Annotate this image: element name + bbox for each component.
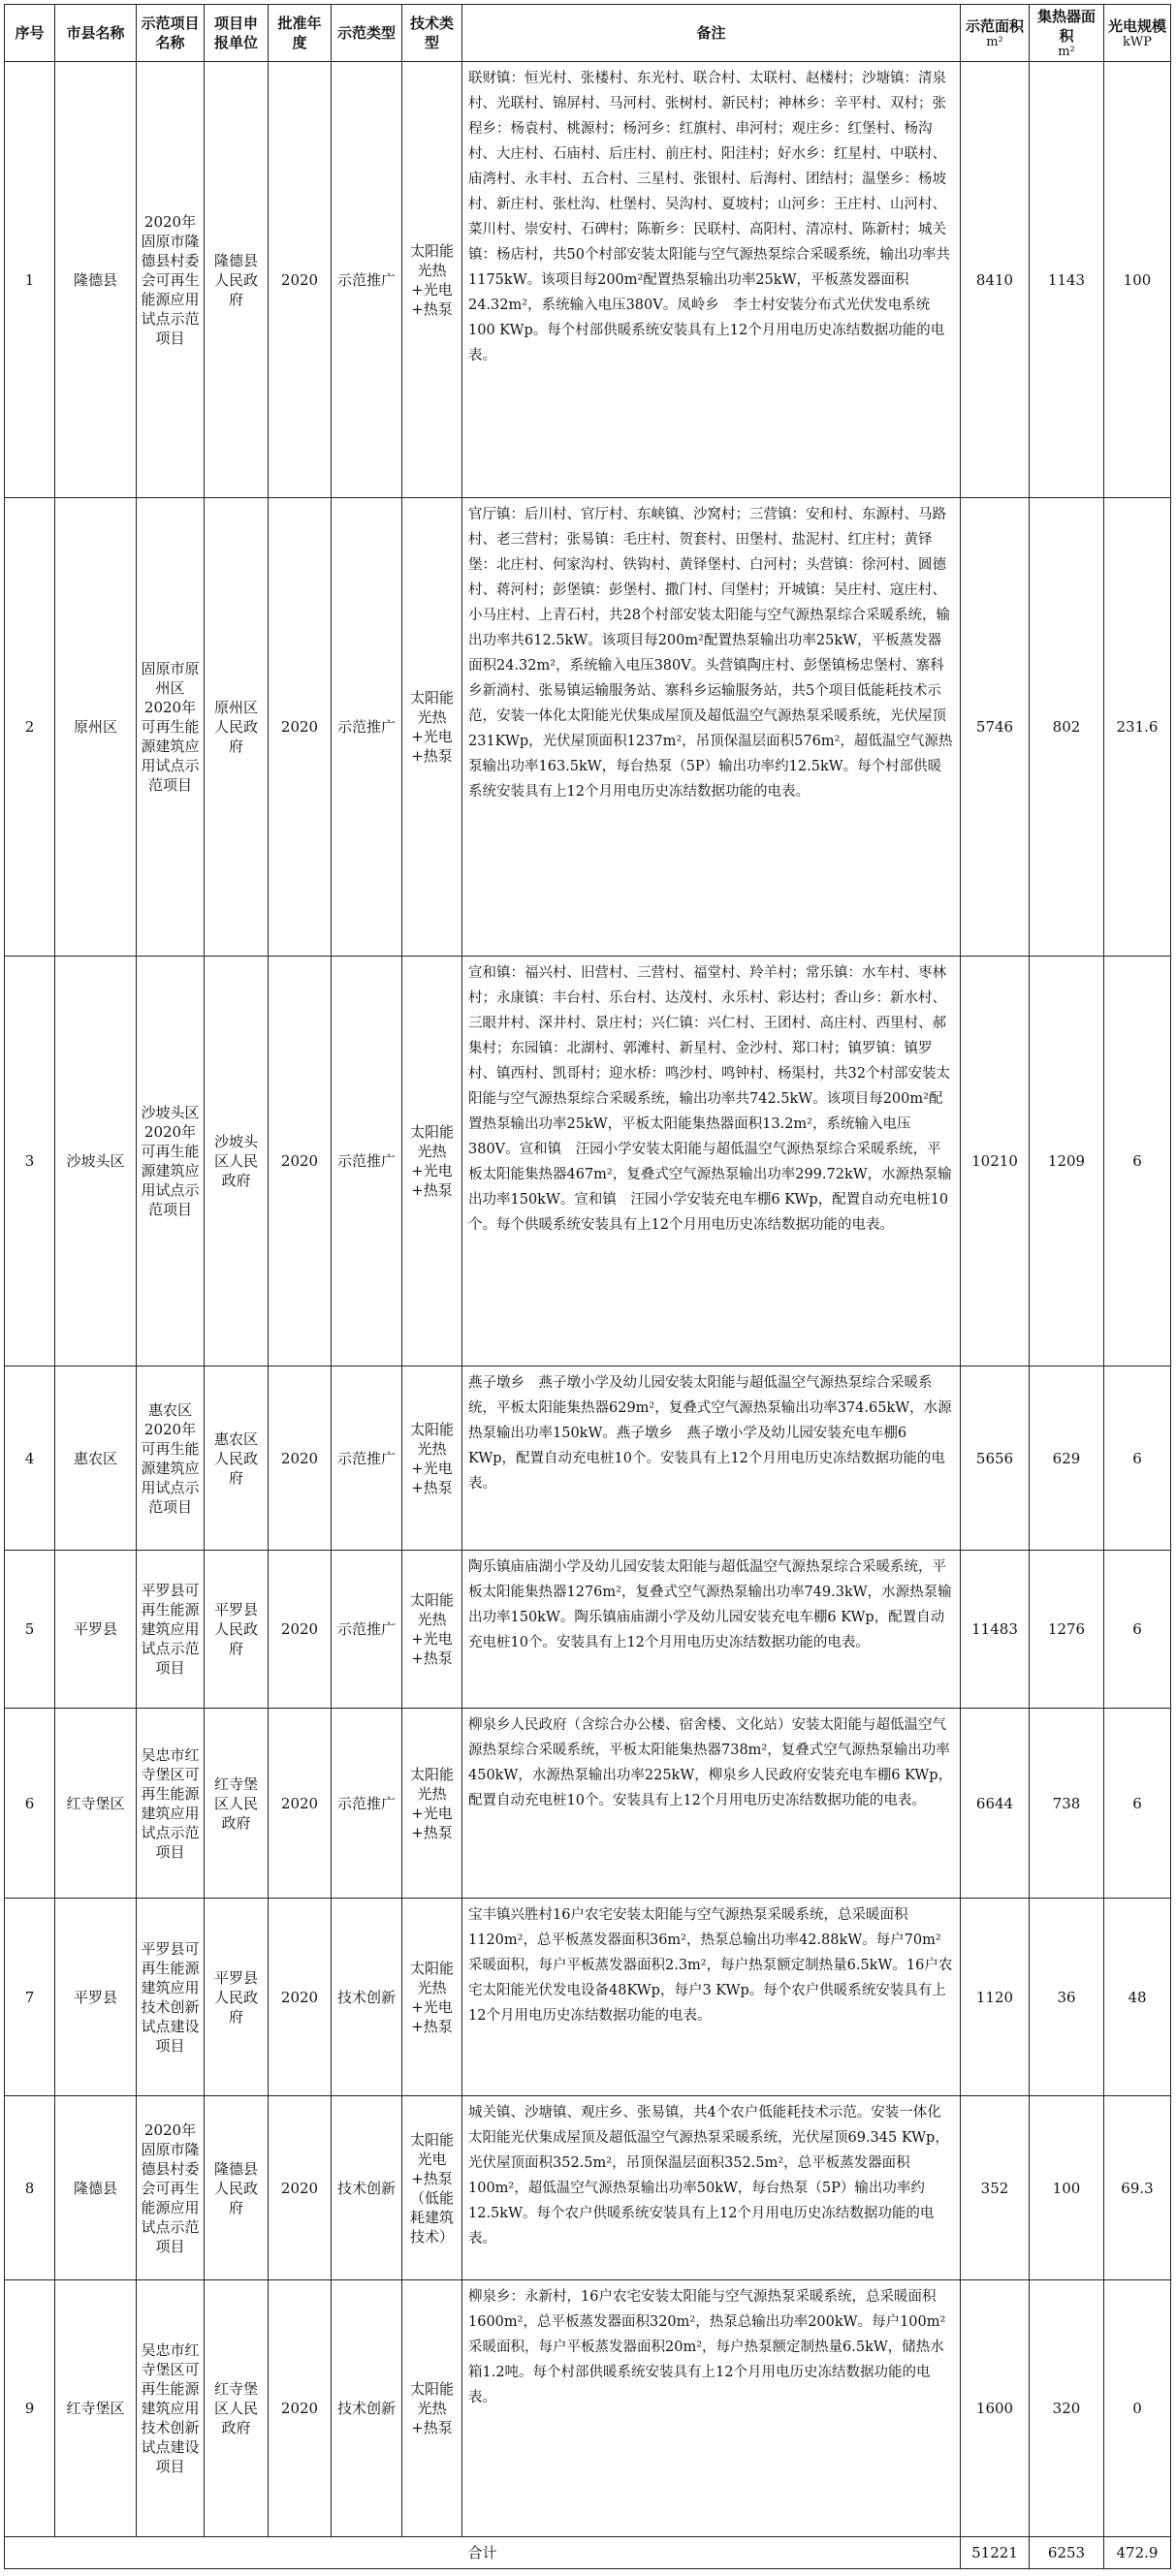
cell-tech: 太阳能光热+光电+热泵 (402, 62, 462, 498)
cell-remark: 燕子墩乡 燕子墩小学及幼儿园安装太阳能与超低温空气源热泵综合采暖系统，平板太阳能集热器629m²，复叠式空气源热泵输出功率374.65kW，水源热泵输出功率150kW。燕子墩乡 燕子墩小学及幼儿园安装充电车棚6 KWp，配置自动充电桩10个。安装具有上12个月用电历史冻结数据功能的电表。 (462, 1367, 961, 1551)
cell-tech: 太阳能光热+光电+热泵 (402, 1899, 462, 2096)
cell-pv: 69.3 (1104, 2096, 1171, 2280)
total-label: 合计 (5, 2537, 961, 2569)
cell-unit: 隆德县人民政府 (205, 62, 269, 498)
header-remark: 备注 (462, 5, 961, 62)
cell-tech: 太阳能光热+光电+热泵 (402, 1367, 462, 1551)
cell-tech: 太阳能光热+热泵 (402, 2280, 462, 2537)
cell-collector: 629 (1030, 1367, 1104, 1551)
cell-year: 2020 (269, 2280, 332, 2537)
cell-area: 8410 (961, 62, 1030, 498)
cell-unit: 红寺堡区人民政府 (205, 2280, 269, 2537)
header-pv (1104, 5, 1171, 62)
cell-remark: 宣和镇：福兴村、旧营村、三营村、福堂村、羚羊村；常乐镇：水车村、枣林村；永康镇：丰台村、乐台村、达茂村、永乐村、彩达村；香山乡：新水村、三眼井村、深井村、景庄村；兴仁镇：兴仁村、王团村、高庄村、西里村、郝集村；东园镇：北湖村、郭滩村、新星村、金沙村、郑口村；镇罗镇：镇罗村、镇西村、凯哥村；迎水桥：鸣沙村、鸣钟村、杨渠村，共32个村部安装太阳能与空气源热泵综合采暖系统，输出功率共742.5kW。该项目每200m²配置热泵输出功率25kW，平板太阳能集热器面积13.2m²，系统输入电压380V。宣和镇 汪园小学安装太阳能与超低温空气源热泵综合采暖系统，平板太阳能集热器467m²，复叠式空气源热泵输出功率299.72kW，水源热泵输出功率150kW。宣和镇 汪园小学安装充电车棚6 KWp，配置自动充电桩10个。每个供暖系统安装具有上12个月用电历史冻结数据功能的电表。 (462, 957, 961, 1367)
cell-idx: 2 (5, 498, 55, 957)
cell-collector: 1143 (1030, 62, 1104, 498)
cell-type: 示范推广 (332, 1551, 402, 1709)
cell-county: 原州区 (55, 498, 137, 957)
total-area: 51221 (961, 2537, 1030, 2569)
header-area-unit: m² (986, 35, 1003, 49)
cell-county: 平罗县 (55, 1899, 137, 2096)
header-project: 示范项目名称 (137, 5, 205, 62)
cell-tech: 太阳能光电+热泵（低能耗建筑技术） (402, 2096, 462, 2280)
header-pv-unit: kWP (1123, 35, 1152, 49)
cell-area: 11483 (961, 1551, 1030, 1709)
cell-pv: 100 (1104, 62, 1171, 498)
cell-area: 5746 (961, 498, 1030, 957)
cell-unit: 沙坡头区人民政府 (205, 957, 269, 1367)
cell-county: 隆德县 (55, 62, 137, 498)
table-row (5, 2096, 1171, 2280)
table-row (5, 2280, 1171, 2537)
cell-project: 固原市原州区2020年可再生能源建筑应用试点示范项目 (137, 498, 205, 957)
table-row (5, 498, 1171, 957)
cell-unit: 隆德县人民政府 (205, 2096, 269, 2280)
cell-area: 10210 (961, 957, 1030, 1367)
table-row (5, 62, 1171, 498)
cell-remark: 联财镇：恒光村、张楼村、东光村、联合村、太联村、赵楼村；沙塘镇：清泉村、光联村、锦屏村、马河村、张树村、新民村；神林乡：辛平村、双村；张程乡：杨袁村、桃源村；杨河乡：红旗村、串河村；观庄乡：红堡村、杨沟村、大庄村、石庙村、后庄村、前庄村、阳洼村；好水乡：红星村、中联村、庙湾村、永丰村、五合村、三星村、张银村、后海村、团结村；温堡乡：杨坡村、新庄村、张杜沟、杜堡村、吴沟村、夏坡村；山河乡：王庄村、山河村、菜川村、崇安村、石碑村；陈靳乡：民联村、高阳村、清凉村、陈新村；城关镇：杨店村，共50个村部安装太阳能与空气源热泵综合采暖系统，输出功率共1175kW。该项目每200m²配置热泵输出功率25kW，平板蒸发器面积24.32m²，系统输入电压380V。凤岭乡 李士村安装分布式光伏发电系统100 KWp。每个村部供暖系统安装具有上12个月用电历史冻结数据功能的电表。 (462, 62, 961, 498)
cell-pv: 231.6 (1104, 498, 1171, 957)
header-county: 市县名称 (55, 5, 137, 62)
table-row (5, 957, 1171, 1367)
cell-county: 红寺堡区 (55, 1709, 137, 1899)
cell-area: 5656 (961, 1367, 1030, 1551)
cell-tech: 太阳能光热+光电+热泵 (402, 957, 462, 1367)
cell-type: 技术创新 (332, 2096, 402, 2280)
cell-idx: 8 (5, 2096, 55, 2280)
header-year: 批准年度 (269, 5, 332, 62)
cell-project: 2020年固原市隆德县村委会可再生能源应用试点示范项目 (137, 62, 205, 498)
cell-collector: 738 (1030, 1709, 1104, 1899)
header-unit: 项目申报单位 (205, 5, 269, 62)
cell-year: 2020 (269, 2096, 332, 2280)
cell-project: 平罗县可再生能源建筑应用试点示范项目 (137, 1551, 205, 1709)
total-collector: 6253 (1030, 2537, 1104, 2569)
cell-year: 2020 (269, 498, 332, 957)
cell-remark: 城关镇、沙塘镇、观庄乡、张易镇，共4个农户低能耗技术示范。安装一体化太阳能光伏集成屋顶及超低温空气源热泵采暖系统，光伏屋顶69.345 KWp，光伏屋顶面积352.5m²，吊顶保温层面积352.5m²，总平板蒸发器面积100m²，超低温空气源热泵输出功率50kW，每台热泵（5P）输出功率约12.5kW。每个农户供暖系统安装具有上12个月用电历史冻结数据功能的电表。 (462, 2096, 961, 2280)
table-row (5, 1899, 1171, 2096)
cell-unit: 红寺堡区人民政府 (205, 1709, 269, 1899)
cell-year: 2020 (269, 62, 332, 498)
cell-year: 2020 (269, 1899, 332, 2096)
cell-area: 1120 (961, 1899, 1030, 2096)
cell-pv: 6 (1104, 957, 1171, 1367)
cell-idx: 3 (5, 957, 55, 1367)
cell-collector: 1209 (1030, 957, 1104, 1367)
cell-year: 2020 (269, 1367, 332, 1551)
header-area (961, 5, 1030, 62)
cell-tech: 太阳能光热+光电+热泵 (402, 498, 462, 957)
header-tech: 技术类型 (402, 5, 462, 62)
cell-idx: 7 (5, 1899, 55, 2096)
cell-project: 2020年固原市隆德县村委会可再生能源应用试点示范项目 (137, 2096, 205, 2280)
cell-collector: 1276 (1030, 1551, 1104, 1709)
project-table (4, 4, 1171, 2569)
cell-tech: 太阳能光热+光电+热泵 (402, 1551, 462, 1709)
cell-project: 惠农区2020年可再生能源建筑应用试点示范项目 (137, 1367, 205, 1551)
cell-pv: 6 (1104, 1551, 1171, 1709)
header-idx: 序号 (5, 5, 55, 62)
cell-unit: 惠农区人民政府 (205, 1367, 269, 1551)
cell-remark: 陶乐镇庙庙湖小学及幼儿园安装太阳能与超低温空气源热泵综合采暖系统，平板太阳能集热器1276m²，复叠式空气源热泵输出功率749.3kW，水源热泵输出功率150kW。陶乐镇庙庙湖小学及幼儿园安装充电车棚6 KWp，配置自动充电桩10个。安装具有上12个月用电历史冻结数据功能的电表。 (462, 1551, 961, 1709)
cell-pv: 6 (1104, 1709, 1171, 1899)
cell-collector: 36 (1030, 1899, 1104, 2096)
cell-type: 技术创新 (332, 1899, 402, 2096)
cell-remark: 宝丰镇兴胜村16户农宅安装太阳能与空气源热泵采暖系统，总采暖面积1120m²，总平板蒸发器面积36m²，热泵总输出功率42.88kW。每户70m²采暖面积，每户平板蒸发器面积2.3m²，每户热泵额定制热量6.5kW。16户农宅太阳能光伏发电设备48KWp，每户3 KWp。每个农户供暖系统安装具有上12个月用电历史冻结数据功能的电表。 (462, 1899, 961, 2096)
cell-project: 平罗县可再生能源建筑应用技术创新试点建设项目 (137, 1899, 205, 2096)
cell-remark: 柳泉乡人民政府（含综合办公楼、宿舍楼、文化站）安装太阳能与超低温空气源热泵综合采暖系统，平板太阳能集热器738m²，复叠式空气源热泵输出功率450kW，水源热泵输出功率225kW，柳泉乡人民政府安装充电车棚6 KWp，配置自动充电桩10个。安装具有上12个月用电历史冻结数据功能的电表。 (462, 1709, 961, 1899)
cell-type: 示范推广 (332, 1367, 402, 1551)
header-pv-label: 光电规模 (1107, 17, 1166, 35)
cell-type: 技术创新 (332, 2280, 402, 2537)
cell-tech: 太阳能光热+光电+热泵 (402, 1709, 462, 1899)
cell-unit: 原州区人民政府 (205, 498, 269, 957)
cell-county: 沙坡头区 (55, 957, 137, 1367)
header-collector-unit: m² (1058, 45, 1075, 59)
table-row (5, 1709, 1171, 1899)
table-row (5, 1367, 1171, 1551)
cell-project: 吴忠市红寺堡区可再生能源建筑应用试点示范项目 (137, 1709, 205, 1899)
cell-project: 沙坡头区2020年可再生能源建筑应用试点示范项目 (137, 957, 205, 1367)
header-collector (1030, 5, 1104, 62)
cell-type: 示范推广 (332, 957, 402, 1367)
cell-pv: 48 (1104, 1899, 1171, 2096)
cell-remark: 柳泉乡：永新村，16户农宅安装太阳能与空气源热泵采暖系统，总采暖面积1600m²，总平板蒸发器面积320m²，热泵总输出功率200kW。每户100m²采暖面积，每户平板蒸发器面积20m²，每户热泵额定制热量6.5kW，储热水箱1.2吨。每个村部供暖系统安装具有上12个月用电历史冻结数据功能的电表。 (462, 2280, 961, 2537)
cell-unit: 平罗县人民政府 (205, 1551, 269, 1709)
cell-idx: 4 (5, 1367, 55, 1551)
cell-type: 示范推广 (332, 62, 402, 498)
document-page (4, 4, 1170, 2569)
cell-county: 惠农区 (55, 1367, 137, 1551)
cell-county: 红寺堡区 (55, 2280, 137, 2537)
total-pv: 472.9 (1104, 2537, 1171, 2569)
cell-year: 2020 (269, 957, 332, 1367)
total-row (5, 2537, 1171, 2569)
header-type: 示范类型 (332, 5, 402, 62)
header-area-label: 示范面积 (965, 17, 1024, 35)
cell-area: 6644 (961, 1709, 1030, 1899)
cell-type: 示范推广 (332, 1709, 402, 1899)
cell-county: 隆德县 (55, 2096, 137, 2280)
header-collector-label: 集热器面积 (1036, 8, 1096, 45)
cell-year: 2020 (269, 1551, 332, 1709)
cell-type: 示范推广 (332, 498, 402, 957)
cell-year: 2020 (269, 1709, 332, 1899)
header-row (5, 5, 1171, 62)
cell-remark: 官厅镇：后川村、官厅村、东峡镇、沙窝村；三营镇：安和村、东源村、马路村、老三营村；张易镇：毛庄村、贺套村、田堡村、盐泥村、红庄村；黄铎堡：北庄村、何家沟村、铁钩村、黄铎堡村、白河村；头营镇：徐河村、圆德村、蒋河村；彭堡镇：彭堡村、撒门村、闫堡村；开城镇：吴庄村、寇庄村、小马庄村、上青石村，共28个村部安装太阳能与空气源热泵综合采暖系统，输出功率共612.5kW。该项目每200m²配置热泵输出功率25kW，平板蒸发器面积24.32m²，系统输入电压380V。头营镇陶庄村、彭堡镇杨忠堡村、寨科乡新淌村、张易镇运输服务站、寨科乡运输服务站，共5个项目低能耗技术示范，安装一体化太阳能光伏集成屋顶及超低温空气源热泵采暖系统，光伏屋顶231KWp，光伏屋顶面积1237m²，吊顶保温层面积576m²，超低温空气源热泵输出功率163.5kW，每台热泵（5P）输出功率约12.5kW。每个村部供暖系统安装具有上12个月用电历史冻结数据功能的电表。 (462, 498, 961, 957)
cell-area: 352 (961, 2096, 1030, 2280)
cell-collector: 320 (1030, 2280, 1104, 2537)
cell-pv: 0 (1104, 2280, 1171, 2537)
cell-collector: 802 (1030, 498, 1104, 957)
cell-idx: 9 (5, 2280, 55, 2537)
cell-idx: 6 (5, 1709, 55, 1899)
cell-unit: 平罗县人民政府 (205, 1899, 269, 2096)
table-row (5, 1551, 1171, 1709)
cell-project: 吴忠市红寺堡区可再生能源建筑应用技术创新试点建设项目 (137, 2280, 205, 2537)
cell-county: 平罗县 (55, 1551, 137, 1709)
cell-pv: 6 (1104, 1367, 1171, 1551)
cell-idx: 1 (5, 62, 55, 498)
cell-idx: 5 (5, 1551, 55, 1709)
cell-area: 1600 (961, 2280, 1030, 2537)
cell-collector: 100 (1030, 2096, 1104, 2280)
